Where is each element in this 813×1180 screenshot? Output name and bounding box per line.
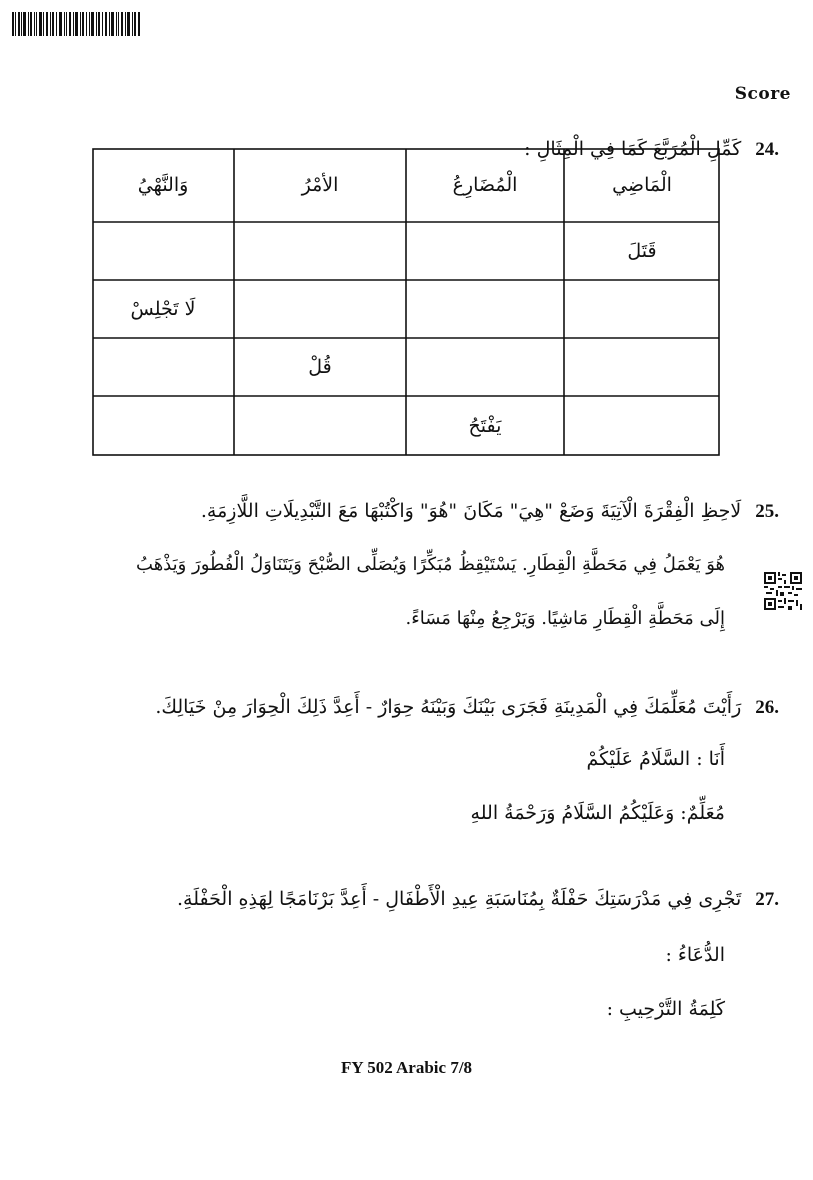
table-cell-r4-prohibition[interactable] [92, 396, 234, 456]
header-past: الْمَاضِي [612, 174, 672, 196]
table-cell-r4-present: يَفْتَحُ [468, 415, 502, 437]
q24-table [92, 148, 720, 456]
table-cell-r3-present[interactable] [406, 338, 564, 396]
table-cell-r3-imperative: قُلْ [308, 356, 332, 378]
q25-paragraph-line1: هُوَ يَعْمَلُ فِي مَحَطَّةِ الْقِطَارِ. يَسْتَيْقِظُ مُبَكِّرًا وَيُصَلِّى الصُّبْحَ وَيَتَنَاوَلُ الْفُطُورَ وَيَذْهَبُ [136, 554, 725, 575]
q25-paragraph-line2: إِلَى مَحَطَّةِ الْقِطَارِ مَاشِيًا. وَيَرْجِعُ مِنْهَا مَسَاءً. [405, 608, 725, 629]
q26-dialogue-line2: مُعَلِّمٌ: وَعَلَيْكُمُ السَّلَامُ وَرَحْمَةُ اللهِ [470, 802, 725, 824]
q27-number: .27 [755, 889, 779, 910]
q25-instruction: لَاحِظِ الْفِقْرَةَ الْآتِيَةَ وَضَعْ "هِيَ" مَكَانَ "هُوَ" وَاكْتُبْهَا مَعَ التَّبْدِيلَاتِ اللَّازِمَةِ. [200, 500, 742, 522]
q25-number: .25 [755, 501, 779, 522]
barcode-image [12, 12, 140, 36]
q27-instruction-line [40, 888, 779, 911]
table-cell-r1-imperative[interactable] [234, 222, 406, 280]
table-cell-r2-imperative[interactable] [234, 280, 406, 338]
q26-dialogue-line1: أَنَا : السَّلَامُ عَلَيْكُمْ [586, 748, 725, 770]
q25-instruction-line [40, 500, 779, 523]
q24-number: .24 [755, 139, 779, 160]
header-prohibition: وَالنَّهْيُ [137, 174, 189, 196]
table-cell-r2-present[interactable] [406, 280, 564, 338]
q26-instruction: رَأَيْتَ مُعَلِّمَكَ فِي الْمَدِينَةِ فَجَرَى بَيْنَكَ وَبَيْنَهُ حِوَارٌ - أَعِدَّ ذَلِكَ الْحِوَارَ مِنْ خَيَالِكَ. [155, 696, 742, 718]
table-cell-r3-prohibition[interactable] [92, 338, 234, 396]
header-imperative: الأمْرُ [301, 174, 339, 196]
table-cell-r2-past[interactable] [564, 280, 720, 338]
q27-program-item2: كَلِمَةُ التَّرْحِيبِ : [606, 998, 725, 1020]
q24-instruction: كَمِّلِ الْمُرَبَّعَ كَمَا فِي الْمِثَالِ : [524, 138, 742, 160]
table-cell-r4-past[interactable] [564, 396, 720, 456]
table-cell-r1-present[interactable] [406, 222, 564, 280]
table-cell-r1-past: قَتَلَ [627, 240, 657, 262]
table-cell-r4-imperative[interactable] [234, 396, 406, 456]
table-cell-r2-prohibition: لَا تَجْلِسْ [130, 298, 196, 320]
score-label: Score [734, 84, 791, 104]
q26-number: .26 [755, 697, 779, 718]
q27-instruction: تَجْرِى فِي مَدْرَسَتِكَ حَفْلَةٌ بِمُنَاسَبَةِ عِيدِ الْأَطْفَالِ - أَعِدَّ بَرْنَامَجًا لِهَذِهِ الْحَفْلَةِ. [177, 888, 742, 910]
q26-instruction-line [40, 696, 779, 719]
table-cell-r3-past[interactable] [564, 338, 720, 396]
q27-program-item1: الدُّعَاءُ : [665, 944, 725, 966]
header-present: الْمُضَارِعُ [452, 174, 518, 196]
table-cell-r1-prohibition[interactable] [92, 222, 234, 280]
qr-code-image [764, 572, 802, 610]
page-footer: FY 502 Arabic 7/8 [340, 1058, 473, 1077]
